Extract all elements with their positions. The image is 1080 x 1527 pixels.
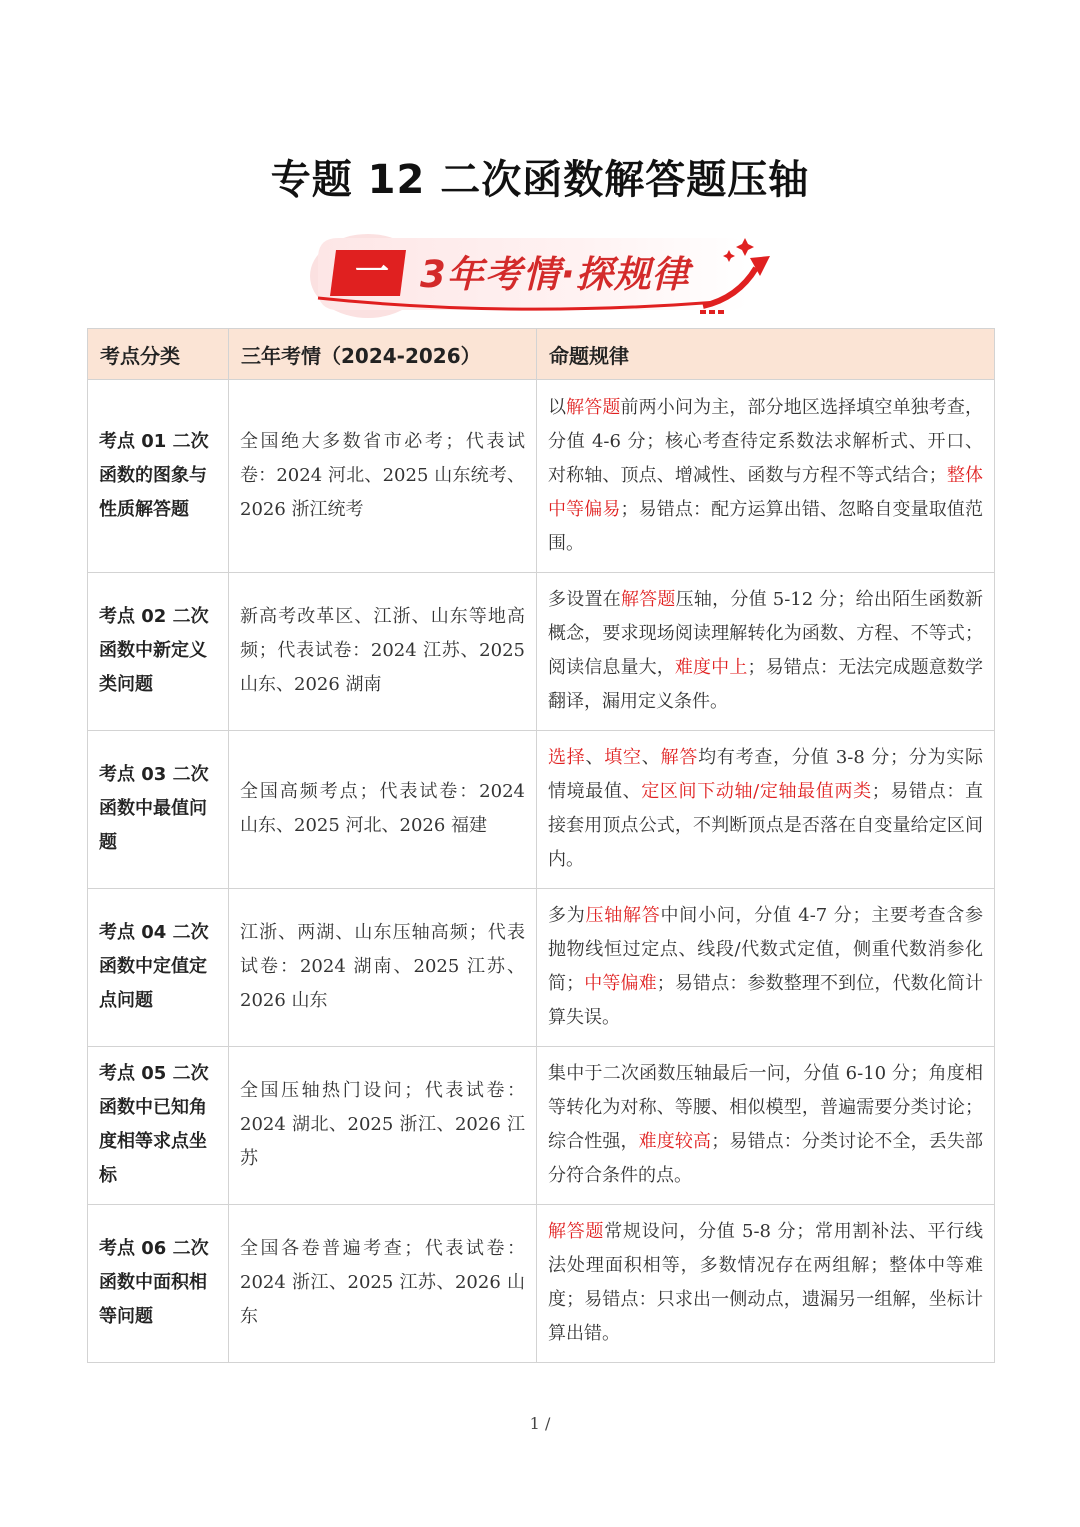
- category-cell: 考点 06 二次函数中面积相等问题: [88, 1205, 229, 1363]
- header-category: 考点分类: [88, 329, 229, 380]
- rule-cell: [537, 380, 995, 573]
- record-cell: 新高考改革区、江浙、山东等地高频；代表试卷：2024 江苏、2025 山东、2026 湖南: [229, 573, 537, 731]
- exam-analysis-table: [87, 328, 995, 1363]
- section-banner: [308, 228, 772, 320]
- banner-title: 3年考情·探规律: [420, 253, 690, 296]
- record-cell: 全国各卷普遍考查；代表试卷：2024 浙江、2025 江苏、2026 山东: [229, 1205, 537, 1363]
- rule-text: 、: [641, 747, 661, 768]
- highlight-text: 压轴解答: [585, 905, 661, 926]
- highlight-text: 解答题: [620, 589, 676, 610]
- table-row: [88, 889, 995, 1047]
- record-cell: 全国高频考点；代表试卷：2024 山东、2025 河北、2026 福建: [229, 731, 537, 889]
- highlight-text: 解答: [660, 747, 699, 768]
- rule-text: ；易错点：参数整理不到位，代数化简计算失误。: [548, 973, 984, 1028]
- category-cell: 考点 01 二次函数的图象与性质解答题: [88, 380, 229, 573]
- page-title: 专题 12 二次函数解答题压轴: [270, 157, 810, 203]
- highlight-text: 难度较高: [638, 1131, 712, 1152]
- rule-text: 常规设问，分值 5-8 分；常用割补法、平行线法处理面积相等，多数情况存在两组解；整体中等难度；易错点：只求出一侧动点，遗漏另一组解，坐标计算出错。: [548, 1221, 983, 1344]
- header-rule: 命题规律: [537, 329, 995, 380]
- rule-text: ；易错点：直接套用顶点公式，不判断顶点是否落在自变量给定区间内。: [548, 781, 983, 870]
- category-cell: 考点 05 二次函数中已知角度相等求点坐标: [88, 1047, 229, 1205]
- highlight-text: 填空: [604, 747, 642, 768]
- page-number: 1 /: [529, 1414, 551, 1433]
- table-row: [88, 1047, 995, 1205]
- rule-text: 压轴，分值 5-12 分；给出陌生函数新概念，要求现场阅读理解转化为函数、方程、不等式；阅读信息量大，: [548, 589, 984, 678]
- rule-text: ；易错点：分类讨论不全，丢失部分符合条件的点。: [548, 1131, 984, 1186]
- category-cell: 考点 02 二次函数中新定义类问题: [88, 573, 229, 731]
- rule-text: 以: [548, 396, 567, 418]
- rule-text: ；易错点：无法完成题意数学翻译，漏用定义条件。: [548, 657, 984, 712]
- rule-text: 前两小问为主，部分地区选择填空单独考查，分值 4-6 分；核心考查待定系数法求解析式、开口、对称轴、顶点、增减性、函数与方程不等式结合；: [548, 396, 984, 486]
- rule-text: 、: [585, 747, 605, 768]
- rule-cell: [537, 1047, 995, 1205]
- rule-text: 均有考查，分值 3-8 分；分为实际情境最值、: [548, 747, 984, 802]
- table-row: [88, 731, 995, 889]
- banner-number: 一: [355, 252, 389, 292]
- rule-text: 中间小问，分值 4-7 分；主要考查含参抛物线恒过定点、线段/代数式定值，侧重代数消参化简；: [548, 905, 984, 994]
- record-cell: 江浙、两湖、山东压轴高频；代表试卷：2024 湖南、2025 江苏、2026 山东: [229, 889, 537, 1047]
- rule-cell: [537, 1205, 995, 1363]
- category-cell: 考点 03 二次函数中最值问题: [88, 731, 229, 889]
- highlight-text: 整体中等偏易: [548, 464, 984, 520]
- rule-cell: [537, 889, 995, 1047]
- rule-text: 多设置在: [548, 589, 621, 610]
- table-row: [88, 573, 995, 731]
- record-cell: 全国压轴热门设问；代表试卷：2024 湖北、2025 浙江、2026 江苏: [229, 1047, 537, 1205]
- highlight-text: 难度中上: [674, 657, 748, 678]
- highlight-text: 解答题: [566, 396, 621, 418]
- rule-text: 多为: [548, 905, 586, 926]
- highlight-text: 定区间下动轴/定轴最值两类: [641, 781, 872, 802]
- highlight-text: 选择: [548, 747, 586, 768]
- highlight-text: 中等偏难: [584, 973, 657, 994]
- rule-cell: [537, 731, 995, 889]
- rule-text: 集中于二次函数压轴最后一问，分值 6-10 分；角度相等转化为对称、等腰、相似模型，普遍需要分类讨论；综合性强，: [548, 1063, 983, 1152]
- highlight-text: 解答题: [548, 1221, 605, 1242]
- rule-cell: [537, 573, 995, 731]
- table-header-row: [88, 329, 995, 380]
- header-record: 三年考情（2024-2026）: [229, 329, 537, 380]
- rule-text: ；易错点：配方运算出错、忽略自变量取值范围。: [548, 498, 984, 554]
- table-row: [88, 380, 995, 573]
- record-cell: 全国绝大多数省市必考；代表试卷：2024 河北、2025 山东统考、2026 浙江统考: [229, 380, 537, 573]
- table-row: [88, 1205, 995, 1363]
- category-cell: 考点 04 二次函数中定值定点问题: [88, 889, 229, 1047]
